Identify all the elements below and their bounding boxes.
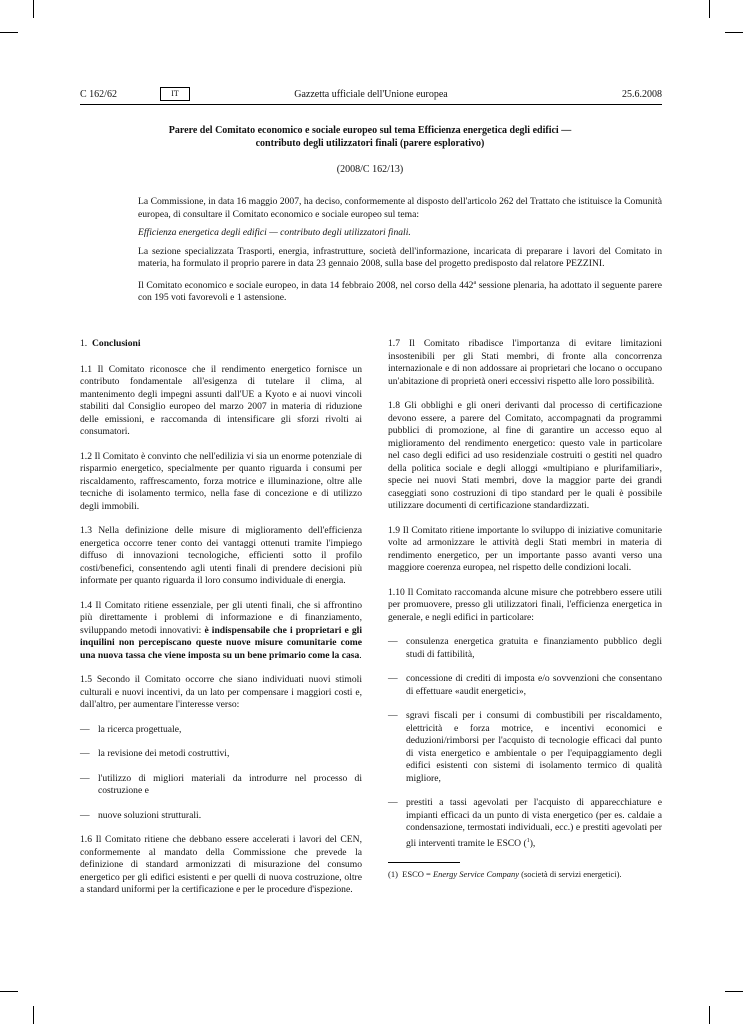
list-item-text: la revisione dei metodi costruttivi, (98, 748, 230, 759)
text-span: 1.4 Il Comitato ritiene essenziale, per gli utenti finali, che si affrontino più direttamente i problemi di informazione e di finanziamento, sviluppando metodi innovativi: (80, 599, 362, 636)
journal-number: C 162/62 (80, 89, 117, 100)
list-item (80, 724, 362, 737)
paragraph-1-9: 1.9 Il Comitato ritiene importante lo sviluppo di iniziative comunitarie volte ad armonizzare le attività degli Stati membri in materia di rendimento energetico, per un importante passo avanti verso una maggiore coerenza europea, nel rispetto delle condizioni locali. (388, 524, 662, 573)
list-item-text: la ricerca progettuale, (98, 723, 182, 735)
crop-mark (709, 0, 710, 18)
text-span: (società di servizi energetici). (519, 869, 622, 880)
crop-mark (0, 32, 18, 33)
title-line: Parere del Comitato economico e sociale europeo sul tema Efficienza energetica degli edifici — (168, 125, 572, 136)
paragraph-1-7: 1.7 Il Comitato ribadisce l'importanza di evitare limitazioni insostenibili per gli Stati membri, di fronte alla concorrenza internazionale e di non addossare ai proprietari che locano o occupano un'abitazione di proprietà oneri eccessivi rispetto alle loro possibilità. (388, 338, 662, 387)
dash: — (80, 723, 90, 735)
list-item (80, 773, 362, 798)
italic-text: Energy Service Company (432, 869, 520, 880)
list-item-text: nuove soluzioni strutturali. (98, 809, 202, 821)
list-item-text: sgravi fiscali per i consumi di combustibili per riscaldamento, elettricità e forza motrice, e incentivi economici e deduzioni/rimborsi per l'acquisto di tecnologie efficaci dal punto di vista energetico e ambientale o per l'equipaggiamento degli edifici esistenti con sistemi di isolamento termico di qualità migliore, (406, 710, 662, 784)
dash: — (388, 673, 398, 684)
document-title (100, 124, 640, 150)
crop-mark (0, 991, 18, 992)
intro-paragraph (138, 277, 662, 305)
footnote-rule (388, 862, 460, 863)
crop-mark (725, 991, 743, 992)
intro-topic: Efficienza energetica degli edifici — contributo degli utilizzatori finali. (138, 227, 411, 238)
text-span: prestiti a tassi agevolati per l'acquisto di apparecchiature e impianti efficaci da un punto di vista energetico (per es. caldaie a condensazione, termostati individuali, ecc.) e prestiti agevolati per gli interventi tramite le ESCO ( (406, 797, 662, 849)
list-item-text: l'utilizzo di migliori materiali da introdurre nel processo di costruzione e (98, 772, 362, 796)
superscript: a (473, 279, 477, 286)
left-column (80, 338, 362, 909)
paragraph-1-3: 1.3 Nella definizione delle misure di miglioramento dell'efficienza energetica occorre tener conto dei vantaggi ottenuti tramite l'impiego diffuso di innovazioni tecnologiche, efficienti sotto il profilo costi/benefici, consentendo agli utenti finali di prendere decisioni più informate per quanto riguarda il loro consumo individuale di energia. (80, 525, 362, 586)
section-heading (80, 338, 362, 351)
dash: — (80, 809, 90, 821)
paragraph-1-2: 1.2 Il Comitato è convinto che nell'edilizia vi sia un enorme potenziale di risparmio energetico, specialmente per quanto riguarda i consumi per riscaldamento, raffrescamento, forza motrice e illuminazione, oltre alle tecniche di isolamento termico, nella fase di concezione e di utilizzo degli immobili. (80, 450, 362, 512)
text-span: Il Comitato economico e sociale europeo, in data 14 febbraio 2008, nel corso della 442 (138, 279, 474, 291)
intro-section (138, 196, 662, 311)
list-item (388, 710, 662, 785)
section-title: Conclusioni (92, 338, 141, 349)
paragraph-1-10: 1.10 Il Comitato raccomanda alcune misure che potrebbero essere utili per promuovere, presso gli utilizzatori finali, l'efficienza energetica in generale, e negli edifici in particolare: (388, 586, 662, 623)
page-header (80, 87, 662, 103)
footnote (388, 869, 662, 880)
crop-mark (33, 0, 34, 18)
list-item-text: concessione di crediti di imposta e/o sovvenzioni che consentano di effettuare «audit energetici», (406, 673, 662, 697)
list-item (388, 797, 662, 850)
title-line: contributo degli utilizzatori finali (parere esplorativo) (255, 138, 485, 149)
list-item (80, 810, 362, 823)
section-number: 1. (80, 338, 88, 349)
dash: — (80, 772, 90, 784)
journal-title: Gazzetta ufficiale dell'Unione europea (294, 89, 448, 100)
bold-text: è indispensabile che i proprietari e gli inquilini non percepiscano queste nuove misure comunitarie come una nuova tassa che viene imposta su un bene primario come la casa (80, 624, 362, 661)
paragraph-1-4 (80, 600, 362, 663)
list-item-text (406, 797, 662, 850)
crop-mark (709, 1006, 710, 1024)
publication-date: 25.6.2008 (622, 89, 662, 100)
list-item (80, 748, 362, 761)
paragraph-1-5: 1.5 Secondo il Comitato occorre che siano individuati nuovi stimoli culturali e nuovi incentivi, da un lato per compensare i maggiori costi e, dall'altro, per aumentare l'interesse verso: (80, 674, 362, 710)
paragraph-1-1: 1.1 Il Comitato riconosce che il rendimento energetico fornisce un contributo fondamentale all'esigenza di tutelare il clima, al mantenimento degli impegni assunti dall'UE a Kyoto e ai nuovi vincoli stabiliti dal Consiglio europeo del marzo 2007 in materia di riduzione delle emissioni, e raccomanda di intensificare gli sforzi rivolti ai consumatori. (80, 363, 362, 437)
footnote-mark: (1) (388, 869, 398, 880)
intro-paragraph: La sezione specializzata Trasporti, energia, infrastrutture, società dell'informazione, incaricata di preparare i lavori del Comitato in materia, ha formulato il proprio parere in data 23 gennaio 2008, sulla base del progetto predisposto dal relatore PEZZINI. (138, 245, 662, 269)
crop-mark (725, 32, 743, 33)
paragraph-1-8: 1.8 Gli obblighi e gli oneri derivanti dal processo di certificazione devono essere, a parere del Comitato, accompagnati da programmi pubblici di promozione, al fine di garantire un accesso equo al miglioramento del rendimento energetico: questo vale in particolare nel caso degli edifici ad uso residenziale costruiti o gestiti nel quadro della politica sociale e degli alloggi «multipiano e plurifamiliari», specie nei nuovi Stati membri, dove la maggior parte dei grandi caseggiati sono costruzioni di tipo standard per le quali è possibile utilizzare documenti di certificazione standardizzati. (388, 400, 662, 511)
footnote-ref[interactable]: 1 (526, 837, 530, 844)
text-span: ESCO = (402, 869, 433, 880)
dash: — (388, 797, 398, 808)
language-badge: IT (160, 87, 190, 101)
intro-paragraph: La Commissione, in data 16 maggio 2007, ha deciso, conformemente al disposto dell'articolo 262 del Trattato che istituisce la Comunità europea, di consultare il Comitato economico e sociale europeo sul tema: (138, 196, 662, 220)
text-span: ), (529, 837, 536, 849)
dash: — (80, 748, 90, 759)
text-span: . (359, 649, 362, 661)
text-span: sessione plenaria, ha adottato il seguente parere con 195 voti favorevoli e 1 astensione. (138, 279, 662, 304)
crop-mark (33, 1006, 34, 1024)
document-reference: (2008/C 162/13) (336, 164, 404, 175)
dash: — (388, 636, 398, 647)
dash: — (388, 710, 398, 721)
list-item-text: consulenza energetica gratuita e finanziamento pubblico degli studi di fattibilità, (406, 636, 662, 660)
right-column (388, 338, 662, 880)
paragraph-1-6: 1.6 Il Comitato ritiene che debbano essere accelerati i lavori del CEN, conformemente al mandato della Commissione che prevede la definizione di standard armonizzati di misurazione del consumo energetico per gli edifici esistenti e per quelli di nuova costruzione, oltre a standard uniformi per la certificazione e per le procedure d'ispezione. (80, 834, 362, 895)
header-rule (80, 104, 662, 105)
list-item (388, 636, 662, 661)
list-item (388, 673, 662, 698)
